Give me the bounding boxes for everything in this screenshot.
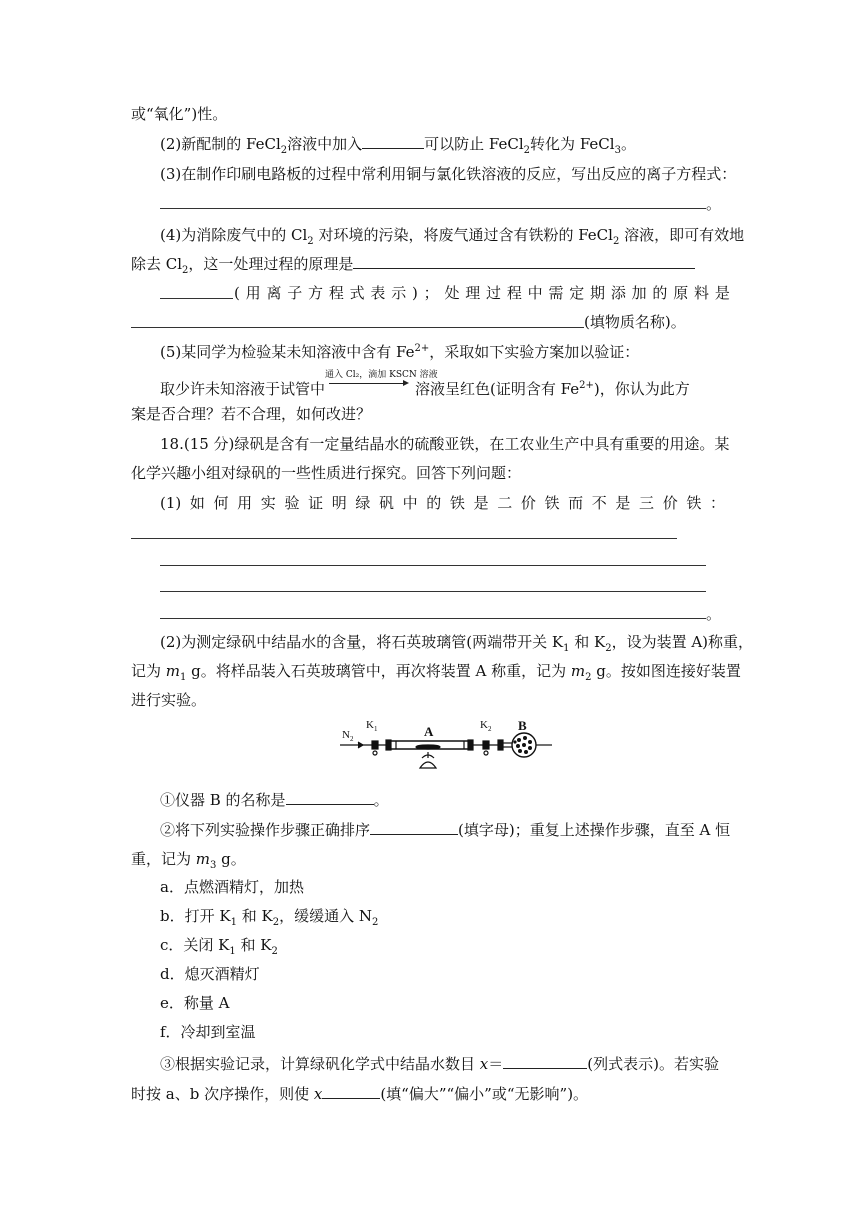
answer-blank[interactable] xyxy=(503,1054,587,1069)
char: 证 xyxy=(308,494,324,512)
question-18-2: (2)为测定绿矾中结晶水的含量，将石英玻璃管(两端带开关 $K_1$ 和 $K_2$，设为装置 A)称重， xyxy=(160,633,754,654)
answer-blank[interactable] xyxy=(286,790,374,805)
option-d: d．熄灭酒精灯 xyxy=(160,965,260,983)
question-3: (3)在制作印刷电路板的过程中常利用铜与氯化铁溶液的反应，写出反应的离子方程式： xyxy=(160,165,737,183)
question-18-1 xyxy=(160,493,725,513)
char: 处 xyxy=(444,284,460,302)
char: 方 xyxy=(308,284,324,302)
char: 添 xyxy=(610,284,626,302)
k1-label: $K_1$ xyxy=(366,719,378,733)
char: 价 xyxy=(520,494,536,512)
char: 何 xyxy=(213,494,229,512)
answer-line[interactable] xyxy=(131,538,677,539)
char: 实 xyxy=(260,494,276,512)
answer-line[interactable] xyxy=(160,618,706,619)
char: 而 xyxy=(568,494,584,512)
question-18-2-line3: 进行实验。 xyxy=(131,691,207,709)
char: 加 xyxy=(631,284,647,302)
char: 定 xyxy=(569,284,585,302)
char: 中 xyxy=(402,494,418,512)
subquestion-1: ①仪器 B 的名称是 。 xyxy=(160,791,389,809)
char: 是 xyxy=(714,284,730,302)
answer-blank[interactable] xyxy=(353,254,695,269)
subquestion-3-line2: 时按 a、b 次序操作，则使 x (填“偏大”“偏小”或“无影响”)。 xyxy=(131,1085,589,1103)
answer-line[interactable] xyxy=(131,327,584,328)
char: 需 xyxy=(548,284,564,302)
question-2: (2)新配制的 FeCl$_2$溶液中加入 可以防止 FeCl$_2$转化为 FeCl$_3$。 xyxy=(160,135,636,156)
char: 三 xyxy=(639,494,655,512)
char: ) xyxy=(412,284,418,302)
char: ； xyxy=(423,284,439,302)
subquestion-3: ③根据实验记录，计算绿矾化学式中结晶水数目 x＝ (列式表示)。若实验 xyxy=(160,1055,719,1073)
char: 用 xyxy=(237,494,253,512)
option-c: c．关闭 $K_1$ 和 $K_2$ xyxy=(160,936,278,957)
option-f: f．冷却到室温 xyxy=(160,1023,256,1041)
char: 铁 xyxy=(449,494,465,512)
answer-line[interactable] xyxy=(160,298,233,299)
device-a-label: A xyxy=(424,724,434,739)
char: 原 xyxy=(673,284,689,302)
char: 的 xyxy=(652,284,668,302)
char: 理 xyxy=(465,284,481,302)
option-a: a．点燃酒精灯，加热 xyxy=(160,878,304,896)
char: 示 xyxy=(391,284,407,302)
question-5-line2: 取少许未知溶液于试管中 通入 Cl₂，滴加 KSCN 溶液 溶液呈红色(证明含有 $Fe^{2+}$)，你认为此方 xyxy=(160,370,690,398)
reaction-arrow: 通入 Cl₂，滴加 KSCN 溶液 xyxy=(325,374,415,394)
k2-label: $K_2$ xyxy=(480,719,492,733)
char: 矾 xyxy=(379,494,395,512)
char: 子 xyxy=(287,284,303,302)
n2-label: $N_2$ xyxy=(342,729,354,743)
subquestion-2: ②将下列实验操作步骤正确排序 (填字母)；重复上述操作步骤，直至 A 恒 xyxy=(160,821,731,839)
char: 是 xyxy=(473,494,489,512)
answer-line[interactable] xyxy=(160,591,706,592)
char: 的 xyxy=(426,494,442,512)
question-4-line2: 除去 $Cl_2$，这一处理过程的原理是 xyxy=(131,254,695,274)
answer-blank[interactable] xyxy=(370,820,458,835)
fill-hint: (填物质名称)。 xyxy=(584,313,686,331)
option-e: e．称量 A xyxy=(160,994,230,1012)
text-line: 或“氧化”)性。 xyxy=(131,105,228,123)
char: 离 xyxy=(266,284,282,302)
char: (1) xyxy=(160,494,182,512)
answer-line[interactable] xyxy=(160,565,706,566)
char: 式 xyxy=(349,284,365,302)
char: 铁 xyxy=(686,494,702,512)
apparatus-diagram xyxy=(340,716,555,778)
char: 二 xyxy=(497,494,513,512)
question-5: (5)某同学为检验某未知溶液中含有 $Fe^{2+}$，采取如下实验方案加以验证： xyxy=(160,343,640,361)
period: 。 xyxy=(706,605,722,623)
char: 料 xyxy=(694,284,710,302)
char: 中 xyxy=(527,284,543,302)
char: 绿 xyxy=(355,494,371,512)
char: 铁 xyxy=(544,494,560,512)
question-18-2-line2: 记为 $m_1$ g。将样品装入石英玻璃管中，再次将装置 A 称重，记为 $m_2$ g。按如图连接好装置 xyxy=(131,662,741,683)
answer-blank[interactable] xyxy=(322,1084,380,1099)
answer-blank[interactable] xyxy=(362,134,424,149)
char: 不 xyxy=(591,494,607,512)
question-18-intro-2: 化学兴趣小组对绿矾的一些性质进行探究。回答下列问题： xyxy=(131,464,522,482)
option-b: b．打开 $K_1$ 和 $K_2$，缓缓通入 $N_2$ xyxy=(160,907,379,928)
device-b-label: B xyxy=(518,718,527,733)
char: 程 xyxy=(506,284,522,302)
char: 程 xyxy=(328,284,344,302)
char: ： xyxy=(709,494,725,512)
period: 。 xyxy=(706,195,722,213)
question-18-intro: 18.(15 分)绿矾是含有一定量结晶水的硫酸亚铁，在工农业生产中具有重要的用途。某 xyxy=(160,435,730,453)
char: 表 xyxy=(370,284,386,302)
char: 用 xyxy=(245,284,261,302)
char: 是 xyxy=(615,494,631,512)
question-4-line3 xyxy=(234,283,730,303)
question-4: (4)为消除废气中的 $Cl_2$ 对环境的污染，将废气通过含有铁粉的 FeCl$_2$ 溶液，即可有效地 xyxy=(160,226,745,247)
char: 过 xyxy=(486,284,502,302)
question-5-line3: 案是否合理？若不合理，如何改进？ xyxy=(131,405,372,423)
char: 价 xyxy=(662,494,678,512)
answer-line[interactable] xyxy=(160,208,706,209)
subquestion-2-line2: 重，记为 $m_3$ g。 xyxy=(131,850,246,871)
char: 验 xyxy=(284,494,300,512)
char: 明 xyxy=(331,494,347,512)
char: 期 xyxy=(590,284,606,302)
char: ( xyxy=(234,284,240,302)
char: 如 xyxy=(189,494,205,512)
